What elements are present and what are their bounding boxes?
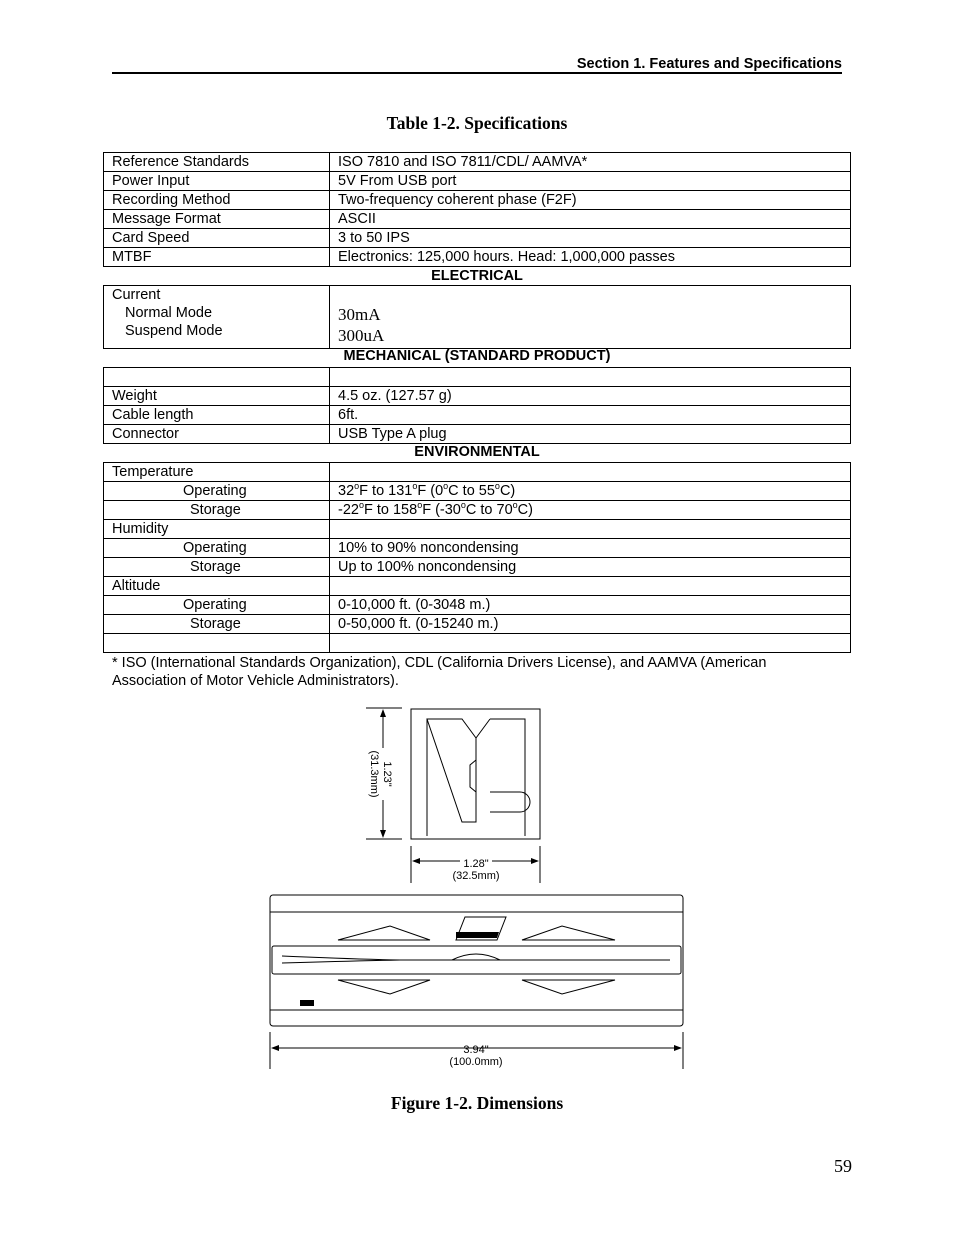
end-view-tab xyxy=(490,792,530,812)
height-mm-label: (31.3mm) xyxy=(368,750,380,798)
width-inch-label: 1.28" xyxy=(463,858,489,870)
spec-label: Power Input xyxy=(104,172,330,191)
altitude-label: Altitude xyxy=(104,577,330,596)
current-label: Current xyxy=(112,287,161,303)
suspend-mode-label: Suspend Mode xyxy=(125,323,223,339)
arrow-lower-left xyxy=(338,980,430,994)
status-led xyxy=(300,1000,314,1006)
spec-value: 5V From USB port xyxy=(330,172,851,191)
environmental-heading: ENVIRONMENTAL xyxy=(414,444,540,460)
arrow-upper-right xyxy=(522,926,615,940)
spec-label: Card Speed xyxy=(104,229,330,248)
spec-value: Electronics: 125,000 hours. Head: 1,000,000 passes xyxy=(330,248,851,267)
hum-operating-value: 10% to 90% noncondensing xyxy=(330,539,851,558)
page-number: 59 xyxy=(834,1156,852,1176)
alt-storage-value: 0-50,000 ft. (0-15240 m.) xyxy=(330,615,851,634)
spec-value: 6ft. xyxy=(330,406,851,425)
spec-label: Connector xyxy=(104,425,330,444)
spec-label: MTBF xyxy=(104,248,330,267)
footnote: * ISO (International Standards Organization), CDL (California Drivers License), and AAMVA (American Association of Motor Vehicle Administrators). xyxy=(112,655,767,689)
spec-value: USB Type A plug xyxy=(330,425,851,444)
electrical-heading: ELECTRICAL xyxy=(431,268,523,284)
alt-operating-label: Operating xyxy=(104,596,330,615)
width-mm-label: (32.5mm) xyxy=(452,870,500,882)
table-title: Table 1-2. Specifications xyxy=(386,113,568,133)
normal-mode-value: 30mA xyxy=(338,305,381,324)
normal-mode-label: Normal Mode xyxy=(125,305,213,321)
end-view-left-wall xyxy=(427,719,476,836)
figure-caption: Figure 1-2. Dimensions xyxy=(390,1093,564,1113)
spec-label: Reference Standards xyxy=(104,153,330,172)
spec-label: Message Format xyxy=(104,210,330,229)
top-view-outline xyxy=(270,895,683,1026)
spec-label: Weight xyxy=(104,387,330,406)
spec-label: Recording Method xyxy=(104,191,330,210)
end-view-right-wall xyxy=(476,719,525,836)
temperature-label: Temperature xyxy=(104,463,330,482)
length-inch-label: 3.94" xyxy=(463,1044,489,1056)
spec-value: 4.5 oz. (127.57 g) xyxy=(330,387,851,406)
spec-value: Two-frequency coherent phase (F2F) xyxy=(330,191,851,210)
spec-value: 3 to 50 IPS xyxy=(330,229,851,248)
spec-value: ASCII xyxy=(330,210,851,229)
alt-operating-value: 0-10,000 ft. (0-3048 m.) xyxy=(330,596,851,615)
temp-operating-value: 32$^o$F to 131$^o$F (0$^o$C to 55$^o$C) xyxy=(330,482,851,501)
section-header: Section 1. Features and Specifications xyxy=(112,56,842,74)
spec-label: Cable length xyxy=(104,406,330,425)
hum-storage-value: Up to 100% noncondensing xyxy=(330,558,851,577)
arrow-upper-left xyxy=(338,926,430,940)
temp-operating-label: Operating xyxy=(104,482,330,501)
humidity-label: Humidity xyxy=(104,520,330,539)
end-view-notch xyxy=(470,760,476,792)
temp-storage-label: Storage xyxy=(104,501,330,520)
hum-storage-label: Storage xyxy=(104,558,330,577)
alt-storage-label: Storage xyxy=(104,615,330,634)
temp-storage-value: -22$^o$F to 158$^o$F (-30$^o$C to 70$^o$C) xyxy=(330,501,851,520)
spec-value: ISO 7810 and ISO 7811/CDL/ AAMVA* xyxy=(330,153,851,172)
hum-operating-label: Operating xyxy=(104,539,330,558)
suspend-mode-value: 300uA xyxy=(338,326,385,345)
arrow-lower-right xyxy=(522,980,615,994)
length-mm-label: (100.0mm) xyxy=(449,1056,503,1068)
mechanical-heading: MECHANICAL (STANDARD PRODUCT) xyxy=(343,348,611,364)
height-inch-label: 1.23" xyxy=(381,761,393,787)
